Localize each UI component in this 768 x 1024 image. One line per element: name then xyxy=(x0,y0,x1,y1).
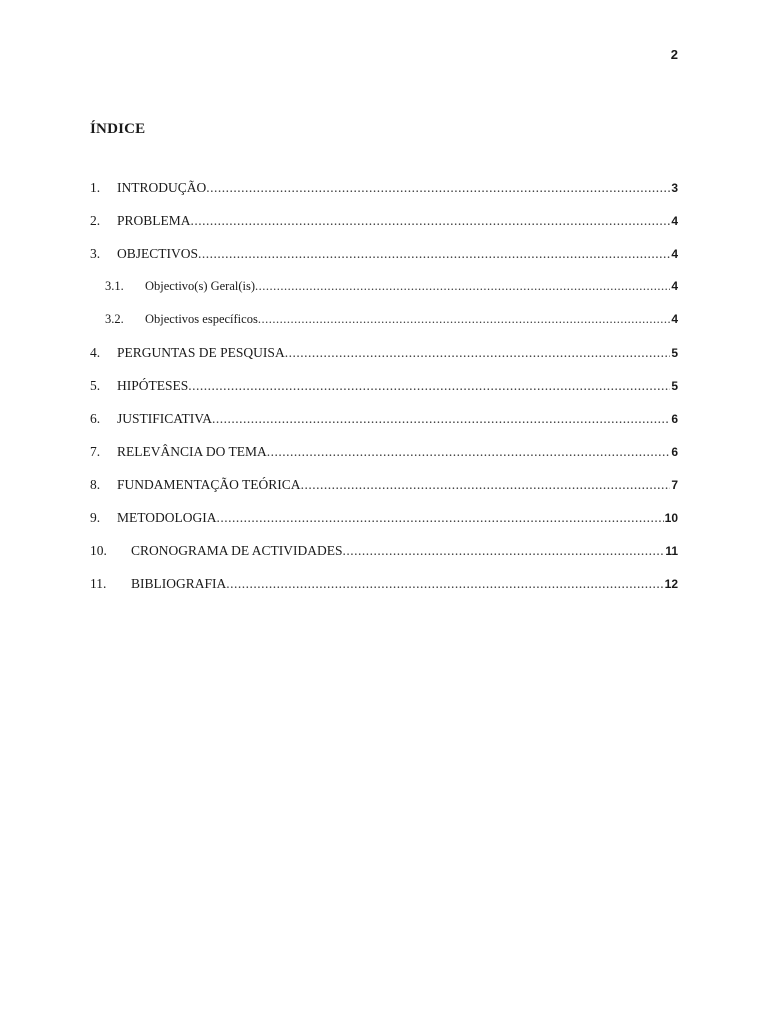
dot-leader xyxy=(226,576,663,592)
dot-leader xyxy=(212,411,670,427)
toc-entry-relevancia-do-tema[interactable] xyxy=(90,444,678,477)
toc-entry-number: 8. xyxy=(90,477,101,492)
toc-title: ÍNDICE xyxy=(90,121,146,137)
toc-entry-number: 9. xyxy=(90,510,101,525)
page-number: 2 xyxy=(670,47,678,62)
dot-leader xyxy=(301,477,671,493)
toc-entry-bibliografia[interactable] xyxy=(90,576,678,609)
toc-entry-label: HIPÓTESES xyxy=(117,378,189,393)
toc-entry-page: 5 xyxy=(671,379,678,393)
dot-leader xyxy=(188,378,670,394)
toc-entry-number: 5. xyxy=(90,378,101,393)
toc-entry-label: CRONOGRAMA DE ACTIVIDADES xyxy=(131,543,343,558)
toc-entry-number: 2. xyxy=(90,213,101,228)
toc-entry-number: 10. xyxy=(90,543,107,558)
toc-entry-page: 4 xyxy=(671,247,678,261)
toc-entry-number: 3. xyxy=(90,246,101,261)
toc-entry-number: 3.2. xyxy=(105,312,124,326)
toc-entry-page: 5 xyxy=(671,346,678,360)
toc-entry-page: 4 xyxy=(671,312,678,326)
toc-subentry-objectivos-especificos[interactable] xyxy=(90,312,678,345)
toc-entry-fundamentacao-teorica[interactable] xyxy=(90,477,678,510)
toc-entry-label: RELEVÂNCIA DO TEMA xyxy=(117,444,267,459)
toc-entry-metodologia[interactable] xyxy=(90,510,678,543)
toc-entry-label: PROBLEMA xyxy=(117,213,191,228)
toc-entry-number: 3.1. xyxy=(105,279,124,293)
table-of-contents xyxy=(90,180,678,609)
toc-entry-label: METODOLOGIA xyxy=(117,510,217,525)
toc-entry-page: 7 xyxy=(671,478,678,492)
toc-entry-page: 11 xyxy=(665,544,678,558)
toc-entry-number: 11. xyxy=(90,576,107,591)
toc-entry-number: 7. xyxy=(90,444,101,459)
dot-leader xyxy=(217,510,664,526)
toc-entry-label: PERGUNTAS DE PESQUISA xyxy=(117,345,285,360)
toc-entry-page: 4 xyxy=(671,279,678,293)
dot-leader xyxy=(206,180,670,196)
dot-leader xyxy=(255,279,670,294)
toc-entry-perguntas-de-pesquisa[interactable] xyxy=(90,345,678,378)
toc-entry-label: Objectivos específicos xyxy=(145,312,258,326)
toc-entry-page: 6 xyxy=(671,412,678,426)
toc-entry-page: 6 xyxy=(671,445,678,459)
dot-leader xyxy=(343,543,665,559)
toc-entry-number: 6. xyxy=(90,411,101,426)
toc-entry-number: 1. xyxy=(90,180,101,195)
toc-entry-justificativa[interactable] xyxy=(90,411,678,444)
dot-leader xyxy=(191,213,671,229)
toc-entry-page: 4 xyxy=(671,214,678,228)
toc-entry-page: 10 xyxy=(664,511,678,525)
toc-entry-label: Objectivo(s) Geral(is) xyxy=(145,279,256,293)
toc-entry-label: JUSTIFICATIVA xyxy=(117,411,213,426)
toc-entry-label: OBJECTIVOS xyxy=(117,246,199,261)
toc-entry-objectivos[interactable] xyxy=(90,246,678,279)
toc-entry-label: BIBLIOGRAFIA xyxy=(131,576,227,591)
toc-entry-label: INTRODUÇÃO xyxy=(117,180,207,195)
dot-leader xyxy=(198,246,670,262)
toc-subentry-objectivo-geral[interactable] xyxy=(90,279,678,312)
toc-entry-page: 12 xyxy=(664,577,678,591)
toc-entry-page: 3 xyxy=(671,181,678,195)
toc-entry-introducao[interactable] xyxy=(90,180,678,213)
dot-leader xyxy=(258,312,671,327)
toc-entry-number: 4. xyxy=(90,345,101,360)
toc-entry-label: FUNDAMENTAÇÃO TEÓRICA xyxy=(117,477,301,492)
toc-entry-problema[interactable] xyxy=(90,213,678,246)
toc-entry-cronograma-de-actividades[interactable] xyxy=(90,543,678,576)
dot-leader xyxy=(285,345,671,361)
toc-entry-hipoteses[interactable] xyxy=(90,378,678,411)
dot-leader xyxy=(267,444,671,460)
